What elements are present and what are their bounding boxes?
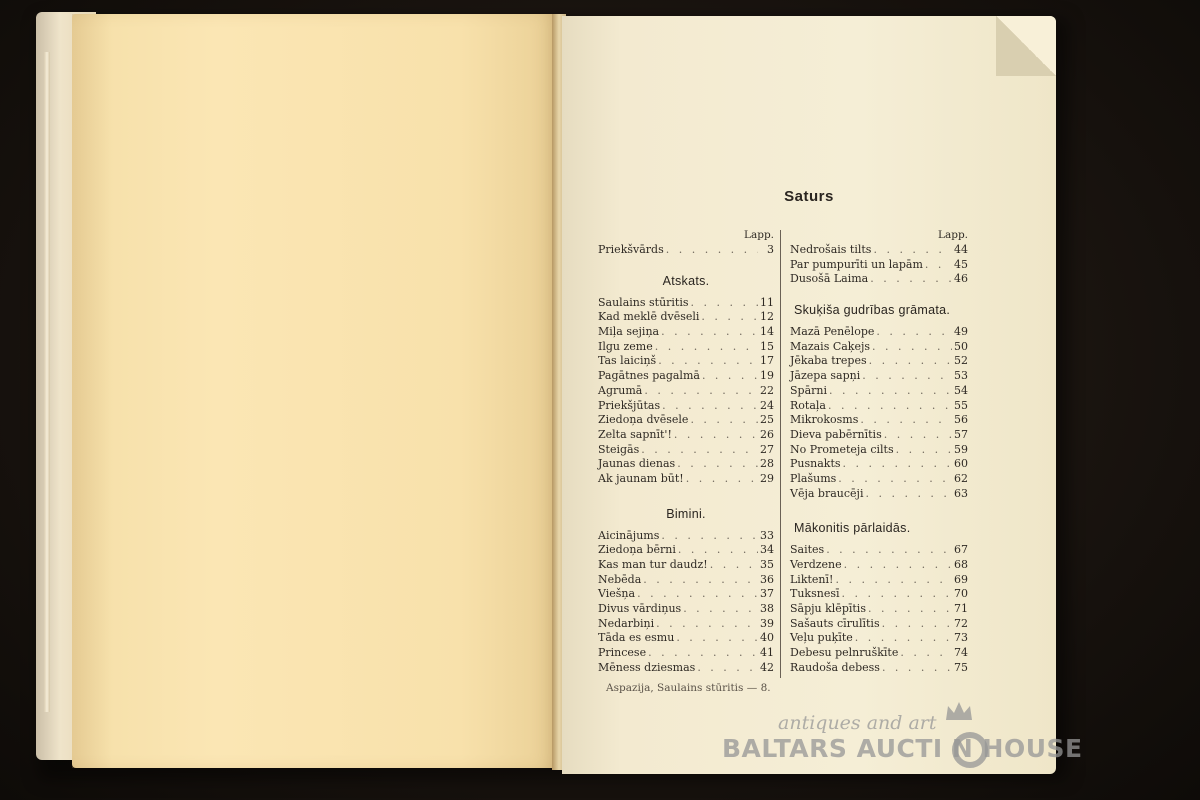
toc-entry-page: 53 <box>954 369 968 383</box>
toc-entry <box>598 617 774 632</box>
toc-entry-page: 22 <box>760 383 774 397</box>
toc-leader-dots <box>826 399 952 414</box>
toc-leader-dots <box>882 428 952 443</box>
toc-entry <box>790 558 968 573</box>
toc-entry-title: Pagātnes pagalmā <box>598 369 700 383</box>
toc-entry <box>790 369 968 384</box>
toc-leader-dots <box>836 472 952 487</box>
toc-entry <box>598 558 774 573</box>
toc-entry-page: 12 <box>760 310 774 324</box>
toc-entry <box>598 543 774 558</box>
toc-leader-dots <box>841 457 952 472</box>
footer-note: Aspazija, Saulains stūritis — 8. <box>606 682 771 694</box>
toc-entry-title: Verdzene <box>790 558 842 571</box>
toc-entry-page: 60 <box>954 457 968 471</box>
toc-entry-title: Mazā Penēlope <box>790 325 875 339</box>
toc-entry-title: Nedarbiņi <box>598 616 655 630</box>
toc-entry-page: 52 <box>954 354 968 368</box>
toc-entry-title: Vēja braucēji <box>790 486 864 500</box>
toc-entry-page: 3 <box>767 243 774 256</box>
toc-leader-dots <box>827 384 952 399</box>
watermark-tagline: antiques and art <box>778 712 937 734</box>
toc-entry-title: Mēness dziesmas <box>598 660 696 674</box>
toc-entry-page: 15 <box>760 339 774 353</box>
toc-entry <box>598 529 774 544</box>
toc-entry-page: 62 <box>954 471 968 485</box>
toc-entry-page: 42 <box>760 660 774 674</box>
toc-leader-dots <box>923 258 952 273</box>
toc-entry-title: Saulains stūritis <box>598 295 689 309</box>
toc-entry-page: 11 <box>760 295 774 309</box>
toc-leader-dots <box>840 587 953 602</box>
toc-entry-page: 39 <box>760 616 774 630</box>
toc-entry-title: Mikrokosms <box>790 413 859 427</box>
toc-entry-page: 49 <box>954 325 968 339</box>
toc-entry-title: Nebēda <box>598 572 642 586</box>
toc-entry <box>790 354 968 369</box>
toc-leader-dots <box>654 617 758 632</box>
watermark-brand: BALTARS AUCTI N HOUSE <box>722 734 1083 763</box>
toc-entry-title: Tuksnesī <box>790 587 840 601</box>
toc-entry-page: 75 <box>954 660 968 674</box>
toc-leader-dots <box>688 413 758 428</box>
toc-entry-page: 72 <box>954 616 968 630</box>
toc-entry <box>790 340 968 355</box>
toc-entry-page: 37 <box>760 587 774 601</box>
toc-entry <box>790 602 968 617</box>
toc-entry <box>598 296 774 311</box>
toc-entry <box>598 587 774 602</box>
toc-entry-title: Zelta sapnīt'! <box>598 427 672 441</box>
toc-leader-dots <box>898 646 952 661</box>
toc-entry-title: Rotaļa <box>790 398 826 412</box>
toc-entry-page: 56 <box>954 413 968 427</box>
toc-entry <box>598 243 774 258</box>
toc-entry-title: Kad meklē dvēseli <box>598 310 700 324</box>
toc-entry <box>598 573 774 588</box>
toc-entry-page: 25 <box>760 413 774 427</box>
toc-leader-dots <box>642 384 758 399</box>
toc-entry <box>598 354 774 369</box>
toc-entry-page: 36 <box>760 572 774 586</box>
toc-title: Saturs <box>784 188 834 205</box>
toc-leader-dots <box>866 602 952 617</box>
toc-entry-page: 14 <box>760 325 774 339</box>
toc-leader-dots <box>656 354 758 369</box>
toc-leader-dots <box>635 587 758 602</box>
toc-leader-dots <box>824 543 952 558</box>
toc-leader-dots <box>863 487 952 502</box>
toc-entry-title: Debesu pelnruškīte <box>790 646 899 660</box>
toc-entry-title: Ilgu zeme <box>598 339 653 353</box>
toc-entry-title: Raudoša debess <box>790 660 880 674</box>
toc-leader-dots <box>853 631 952 646</box>
toc-entry-title: Sašauts cīrulītis <box>790 616 880 630</box>
toc-leader-dots <box>874 325 952 340</box>
toc-entry-title: Miļa sejiņa <box>598 325 660 339</box>
toc-entry <box>598 646 774 661</box>
toc-entry <box>790 258 968 273</box>
toc-entry <box>598 325 774 340</box>
toc-entry <box>790 243 968 258</box>
toc-entry <box>790 661 968 676</box>
right-page <box>562 16 1056 774</box>
toc-leader-dots <box>867 354 952 369</box>
toc-leader-dots <box>659 529 758 544</box>
lapp-label: Lapp. <box>937 229 968 241</box>
toc-leader-dots <box>660 399 758 414</box>
toc-entry <box>598 443 774 458</box>
toc-entry-page: 73 <box>954 631 968 645</box>
toc-entry <box>790 399 968 414</box>
toc-leader-dots <box>653 340 758 355</box>
toc-entry-title: Priekšvārds <box>598 243 664 256</box>
toc-entry <box>598 340 774 355</box>
toc-entry <box>598 399 774 414</box>
toc-leader-dots <box>894 443 952 458</box>
toc-entry-title: Tāda es esmu <box>598 631 675 645</box>
toc-entry-page: 19 <box>760 369 774 383</box>
toc-entry <box>790 543 968 558</box>
toc-leader-dots <box>681 602 758 617</box>
section-gap <box>598 487 774 499</box>
section-heading: Bimini. <box>666 506 706 521</box>
toc-entry-title: Nedrošais tilts <box>790 243 872 256</box>
toc-leader-dots <box>880 661 952 676</box>
section-heading: Skuķiša gudrības grāmata. <box>794 303 951 318</box>
toc-entry-page: 68 <box>954 558 968 571</box>
toc-entry-title: Veļu puķīte <box>790 631 853 645</box>
toc-leader-dots <box>842 558 952 573</box>
toc-entry <box>598 457 774 472</box>
toc-entry <box>790 325 968 340</box>
toc-leader-dots <box>700 369 758 384</box>
toc-entry-title: Agrumā <box>598 383 643 397</box>
section-heading: Mākonitis pārlaidās. <box>794 521 911 536</box>
toc-entry <box>790 573 968 588</box>
toc-entry <box>790 617 968 632</box>
toc-entry <box>790 413 968 428</box>
toc-entry-title: Priekšjūtas <box>598 398 661 412</box>
toc-leader-dots <box>880 617 952 632</box>
toc-entry-title: Pusnakts <box>790 457 841 471</box>
toc-entry <box>790 443 968 458</box>
toc-leader-dots <box>684 472 758 487</box>
toc-entry-title: Viešņa <box>598 587 636 601</box>
toc-leader-dots <box>870 340 952 355</box>
toc-entry-page: 29 <box>760 471 774 485</box>
column-divider <box>780 230 781 678</box>
toc-entry-title: Jēkaba trepes <box>790 354 867 368</box>
toc-leader-dots <box>676 543 758 558</box>
toc-leader-dots <box>860 369 952 384</box>
toc-entry-title: Ziedoņa dvēsele <box>598 413 689 427</box>
toc-entry-title: Ziedoņa bērni <box>598 543 676 557</box>
toc-entry-title: Ak jaunam būt! <box>598 471 684 485</box>
toc-entry <box>790 472 968 487</box>
toc-leader-dots <box>659 325 758 340</box>
toc-entry-title: Sāpju klēpītis <box>790 602 866 616</box>
toc-entry-page: 24 <box>760 398 774 412</box>
section-gap <box>598 258 774 266</box>
left-page-blank <box>72 14 558 768</box>
toc-entry-title: Spārni <box>790 383 827 397</box>
section-gap <box>790 501 968 513</box>
toc-leader-dots <box>833 573 952 588</box>
toc-leader-dots <box>675 457 758 472</box>
toc-entry-page: 34 <box>760 543 774 557</box>
page-corner-fold <box>996 16 1056 76</box>
toc-leader-dots <box>871 243 952 258</box>
toc-leader-dots <box>699 310 758 325</box>
toc-entry-page: 57 <box>954 427 968 441</box>
toc-leader-dots <box>695 661 758 676</box>
toc-entry <box>790 631 968 646</box>
toc-entry-page: 59 <box>954 442 968 456</box>
toc-entry-title: Aicinājums <box>598 528 660 542</box>
toc-entry-title: No Prometeja cilts <box>790 442 894 456</box>
toc-entry-title: Divus vārdiņus <box>598 602 682 616</box>
toc-entry-page: 46 <box>954 272 968 286</box>
toc-entry-title: Kas man tur daudz! <box>598 558 708 571</box>
toc-entry-page: 54 <box>954 383 968 397</box>
toc-leader-dots <box>639 443 758 458</box>
toc-entry-page: 40 <box>760 631 774 645</box>
toc-entry <box>598 310 774 325</box>
toc-entry-page: 33 <box>760 528 774 542</box>
toc-leader-dots <box>674 631 758 646</box>
toc-entry-title: Dusošā Laima <box>790 272 869 286</box>
toc-entry-page: 17 <box>760 354 774 368</box>
toc-entry-page: 41 <box>760 646 774 660</box>
toc-leader-dots <box>689 296 758 311</box>
toc-entry-page: 63 <box>954 486 968 500</box>
toc-entry-page: 45 <box>954 257 968 271</box>
toc-entry <box>790 384 968 399</box>
toc-entry-title: Liktenī! <box>790 572 834 586</box>
toc-entry-page: 26 <box>760 427 774 441</box>
toc-entry <box>790 272 968 287</box>
toc-leader-dots <box>664 243 758 258</box>
toc-entry <box>790 457 968 472</box>
toc-entry-title: Dieva pabērnītis <box>790 427 882 441</box>
toc-entry <box>790 428 968 443</box>
toc-entry <box>598 369 774 384</box>
toc-right-column <box>790 228 968 676</box>
toc-leader-dots <box>646 646 758 661</box>
toc-entry <box>598 413 774 428</box>
toc-leader-dots <box>868 272 952 287</box>
toc-entry-title: Saites <box>790 543 825 557</box>
toc-leader-dots <box>708 558 758 573</box>
toc-entry-title: Par pumpurīti un lapām <box>790 257 923 271</box>
toc-entry <box>598 428 774 443</box>
toc-entry <box>598 631 774 646</box>
toc-entry-title: Steigās <box>598 442 640 456</box>
toc-entry <box>790 587 968 602</box>
toc-entry-page: 35 <box>760 558 774 571</box>
toc-entry-page: 74 <box>954 646 968 660</box>
toc-entry-page: 55 <box>954 398 968 412</box>
toc-entry-title: Mazais Caķejs <box>790 339 871 353</box>
toc-entry-page: 38 <box>760 602 774 616</box>
toc-entry-title: Jāzepa sapņi <box>790 369 861 383</box>
toc-leader-dots <box>858 413 952 428</box>
toc-entry <box>598 384 774 399</box>
toc-entry-title: Plašums <box>790 471 837 485</box>
toc-entry-page: 28 <box>760 457 774 471</box>
toc-entry-title: Tas laiciņš <box>598 354 657 368</box>
toc-entry-page: 27 <box>760 442 774 456</box>
toc-entry-page: 69 <box>954 572 968 586</box>
toc-entry <box>790 487 968 502</box>
toc-entry <box>790 646 968 661</box>
toc-entry-title: Jaunas dienas <box>598 457 676 471</box>
toc-entry <box>598 602 774 617</box>
toc-entry-page: 70 <box>954 587 968 601</box>
toc-left-column <box>598 228 774 676</box>
toc-entry <box>598 661 774 676</box>
toc-leader-dots <box>641 573 758 588</box>
toc-entry-page: 50 <box>954 339 968 353</box>
toc-entry <box>598 472 774 487</box>
toc-entry-page: 44 <box>954 243 968 256</box>
section-heading: Atskats. <box>662 273 710 288</box>
toc-entry-page: 67 <box>954 543 968 557</box>
toc-entry-title: Princese <box>598 646 647 660</box>
toc-entry-page: 71 <box>954 602 968 616</box>
lapp-label: Lapp. <box>743 229 774 241</box>
toc-leader-dots <box>672 428 758 443</box>
section-gap <box>790 287 968 295</box>
